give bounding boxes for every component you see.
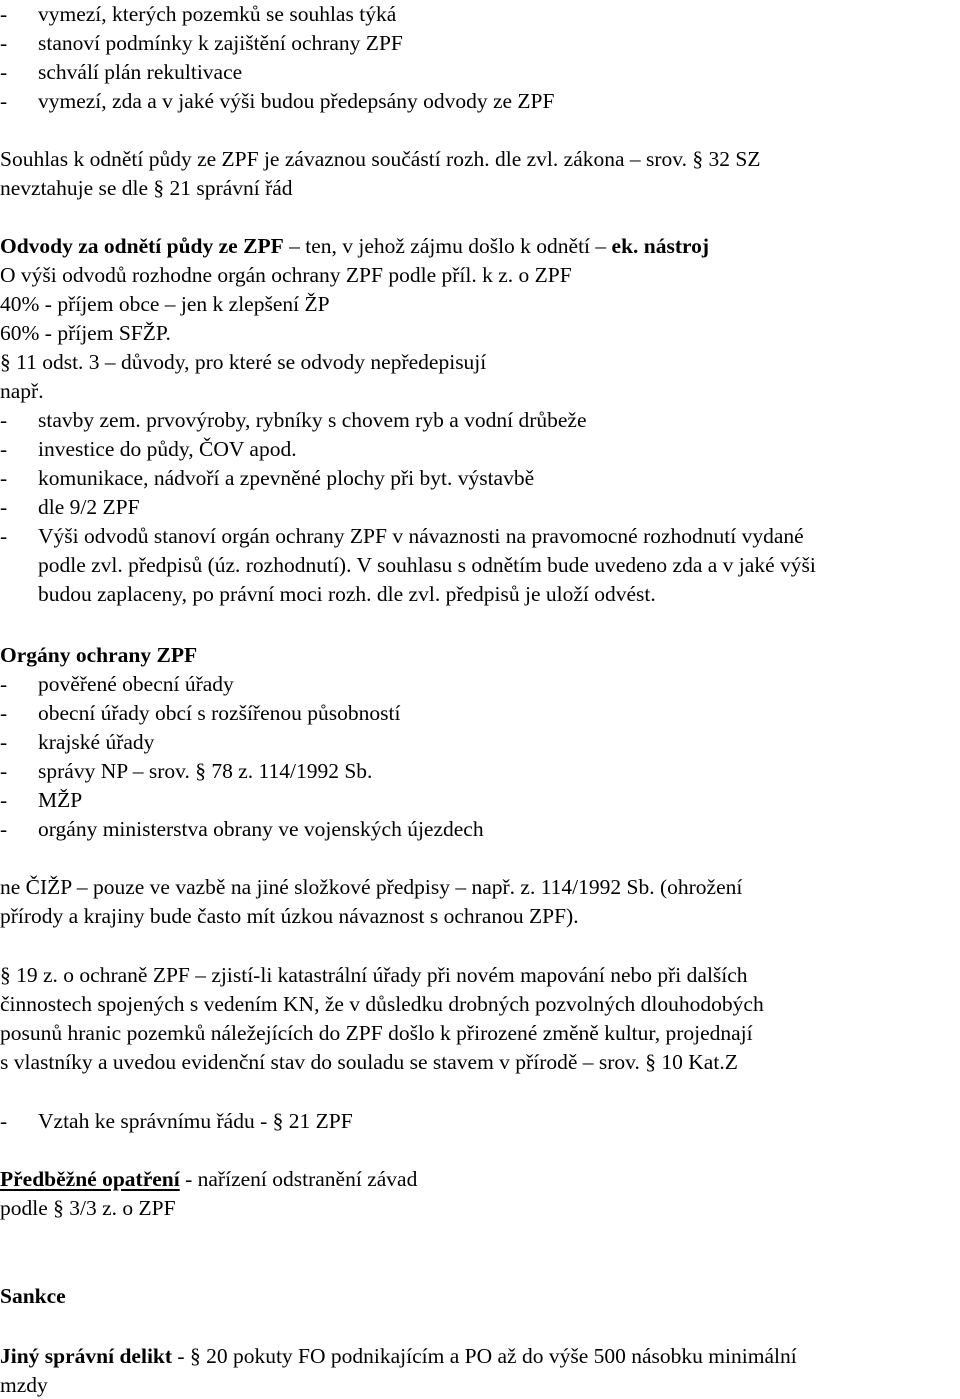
consent-line-1: Souhlas k odnětí půdy ze ZPF je závaznou součástí rozh. dle zvl. zákona – srov. § 32 SZ <box>0 147 761 171</box>
bullet-dash: - <box>0 817 8 841</box>
predbezne-heading: Předběžné opatření <box>0 1167 180 1191</box>
bullet-dash: - <box>0 408 8 432</box>
bullet-dash: - <box>0 2 8 26</box>
bullet-dash: - <box>0 60 8 84</box>
organy-item-6: orgány ministerstva obrany ve vojenských újezdech <box>38 817 484 841</box>
odvody-tool: ek. nástroj <box>611 234 710 258</box>
bullet-dash: - <box>0 89 8 113</box>
predbezne-line-2: podle § 3/3 z. o ZPF <box>0 1196 176 1220</box>
consent-line-2: nevztahuje se dle § 21 správní řád <box>0 176 293 200</box>
bullet-dash: - <box>0 759 8 783</box>
organy-item-1: pověřené obecní úřady <box>38 672 234 696</box>
bullet-dash: - <box>0 495 8 519</box>
odvody-line-1: O výši odvodů rozhodne orgán ochrany ZPF podle příl. k z. o ZPF <box>0 263 572 287</box>
bullet-dash: - <box>0 1109 8 1133</box>
p19-line-2: činnostech spojených s vedením KN, že v důsledku drobných pozvolných dlouhodobých <box>0 992 764 1016</box>
bullet-dash: - <box>0 524 8 548</box>
odvody-line-5: např. <box>0 379 44 403</box>
odvody-line-4: § 11 odst. 3 – důvody, pro které se odvody nepředepisují <box>0 350 487 374</box>
cizp-line-1: ne ČIŽP – pouze ve vazbě na jiné složkové předpisy – např. z. 114/1992 Sb. (ohrožení <box>0 875 743 899</box>
top-list-item-1: vymezí, kterých pozemků se souhlas týká <box>38 2 397 26</box>
organy-item-2: obecní úřady obcí s rozšířenou působností <box>38 701 401 725</box>
top-list-item-3: schválí plán rekultivace <box>38 60 243 84</box>
odvody-line-2: 40% - příjem obce – jen k zlepšení ŽP <box>0 292 330 316</box>
odvody-list-item-4: dle 9/2 ZPF <box>38 495 140 519</box>
odvody-heading-line <box>0 236 709 258</box>
top-list-item-4: vymezí, zda a v jaké výši budou předepsány odvody ze ZPF <box>38 89 555 113</box>
odvody-long-item-line-3: budou zaplaceny, po právní moci rozh. dle zvl. předpisů je uloží odvést. <box>38 582 656 606</box>
organy-item-4: správy NP – srov. § 78 z. 114/1992 Sb. <box>38 759 373 783</box>
sankce-heading: Sankce <box>0 1284 66 1308</box>
predbezne-line-1 <box>0 1169 417 1191</box>
p19-line-4: s vlastníky a uvedou evidenční stav do souladu se stavem v přírodě – srov. § 10 Kat.Z <box>0 1050 738 1074</box>
cizp-line-2: přírody a krajiny bude často mít úzkou návaznost s ochranou ZPF). <box>0 904 579 928</box>
bullet-dash: - <box>0 730 8 754</box>
bullet-dash: - <box>0 437 8 461</box>
bullet-dash: - <box>0 466 8 490</box>
p19-line-1: § 19 z. o ochraně ZPF – zjistí-li katastrální úřady při novém mapování nebo při dalších <box>0 963 748 987</box>
predbezne-rest: - nařízení odstranění závad <box>179 1167 418 1191</box>
odvody-heading: Odvody za odnětí půdy ze ZPF <box>0 234 284 258</box>
delikt-rest: - § 20 pokuty FO podnikajícím a PO až do výše 500 násobku minimální <box>172 1344 797 1368</box>
odvody-list-item-3: komunikace, nádvoří a zpevněné plochy při byt. výstavbě <box>38 466 535 490</box>
top-list-item-2: stanoví podmínky k zajištění ochrany ZPF <box>38 31 403 55</box>
odvody-long-item-line-1: Výši odvodů stanoví orgán ochrany ZPF v návaznosti na pravomocné rozhodnutí vydané <box>38 524 804 548</box>
organy-item-3: krajské úřady <box>38 730 155 754</box>
bullet-dash: - <box>0 701 8 725</box>
bullet-dash: - <box>0 31 8 55</box>
odvody-line-3: 60% - příjem SFŽP. <box>0 321 171 345</box>
odvody-long-item-line-2: podle zvl. předpisů (úz. rozhodnutí). V souhlasu s odnětím bude uvedeno zda a v jaké výši <box>38 553 816 577</box>
p19-line-3: posunů hranic pozemků náležejících do ZPF došlo k přirozené změně kultur, projednají <box>0 1021 753 1045</box>
delikt-line-2: mzdy <box>0 1373 48 1397</box>
organy-item-5: MŽP <box>38 788 83 812</box>
odvody-heading-rest: – ten, v jehož zájmu došlo k odnětí – <box>283 234 612 258</box>
odvody-list-item-1: stavby zem. prvovýroby, rybníky s chovem ryb a vodní drůbeže <box>38 408 587 432</box>
bullet-dash: - <box>0 788 8 812</box>
vztah-item: Vztah ke správnímu řádu - § 21 ZPF <box>38 1109 353 1133</box>
bullet-dash: - <box>0 672 8 696</box>
delikt-line-1 <box>0 1346 797 1368</box>
organy-heading: Orgány ochrany ZPF <box>0 643 198 667</box>
delikt-heading: Jiný správní delikt <box>0 1344 173 1368</box>
odvody-list-item-2: investice do půdy, ČOV apod. <box>38 437 297 461</box>
